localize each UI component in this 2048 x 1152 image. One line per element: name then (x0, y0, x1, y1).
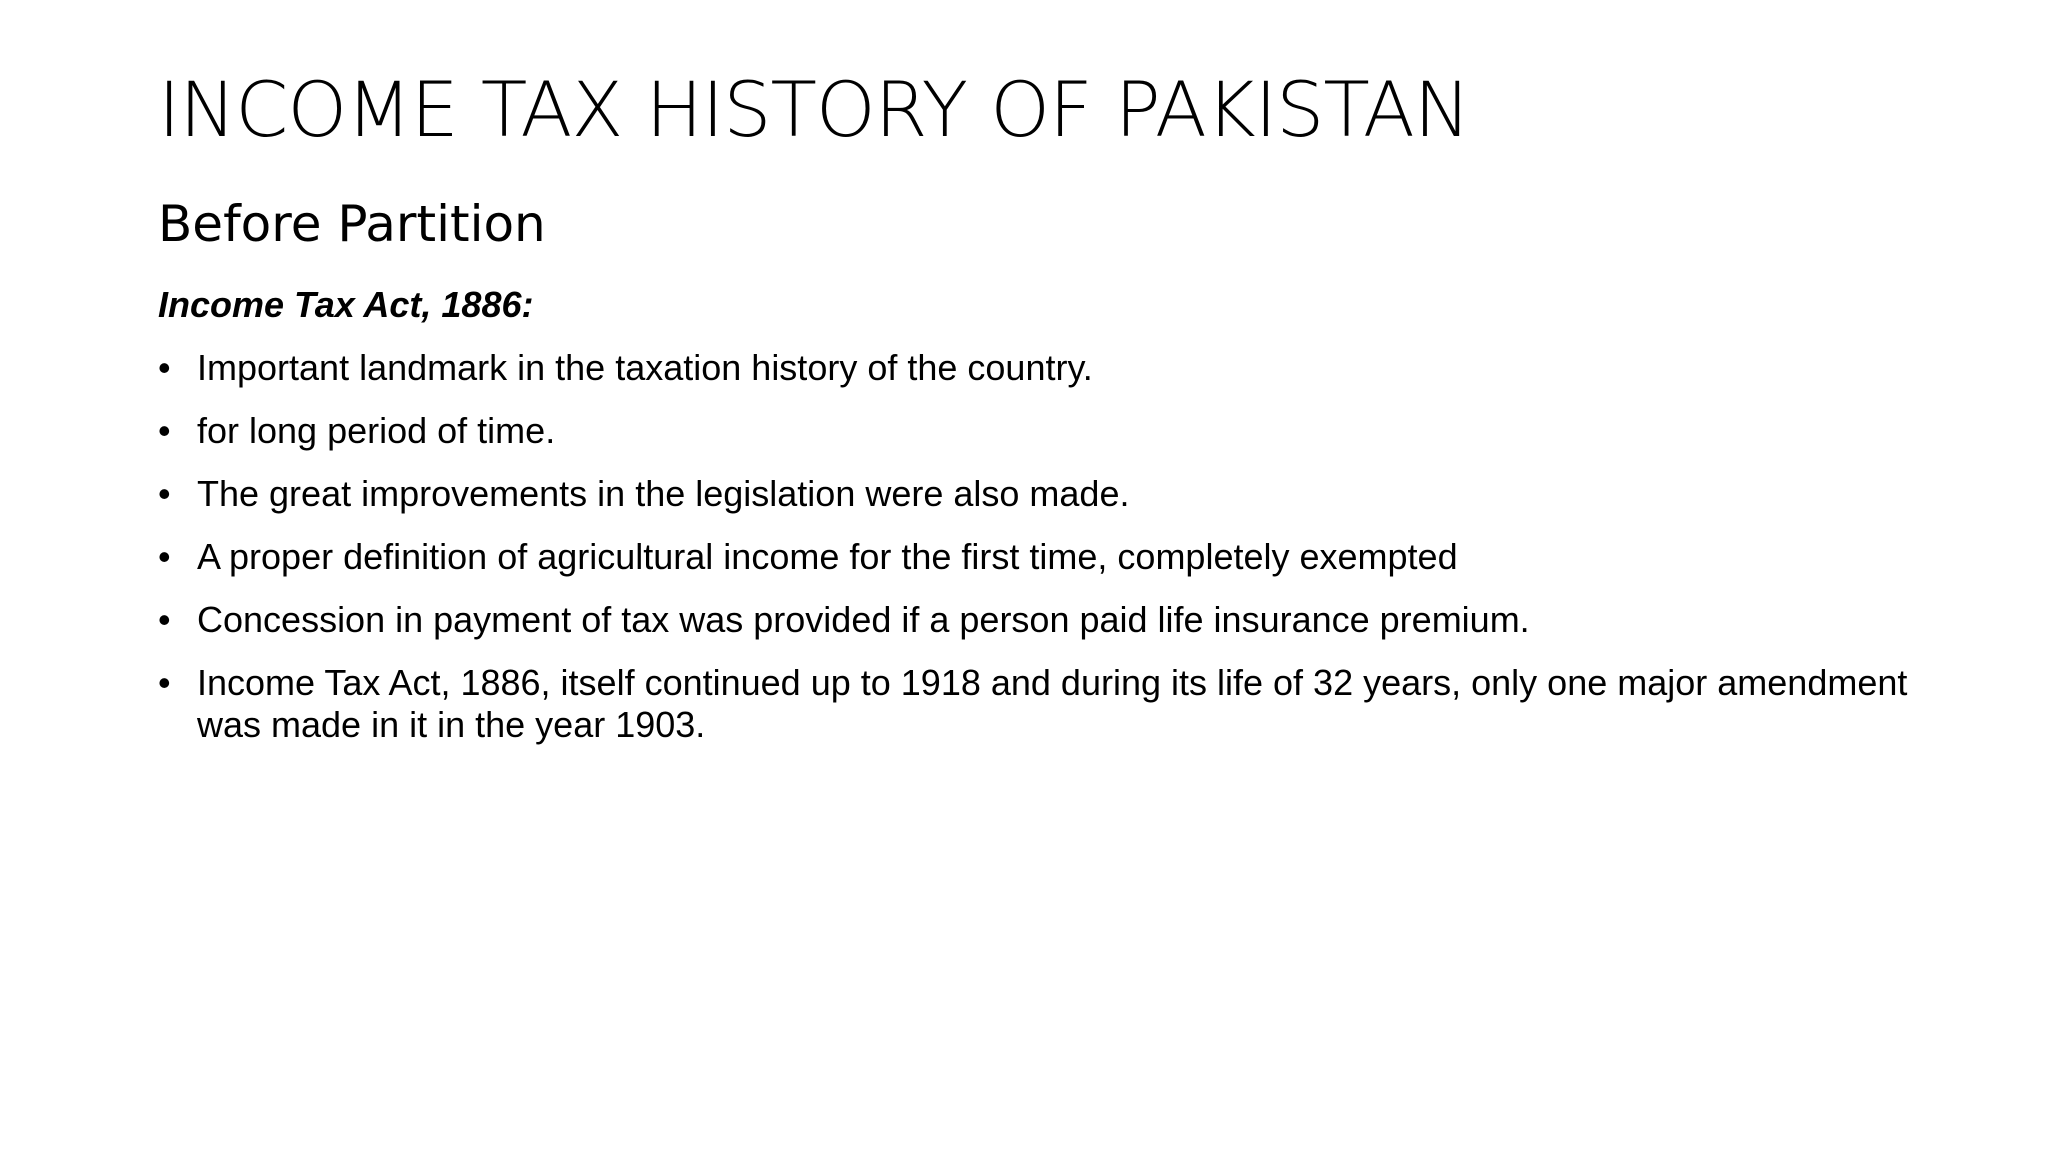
bullet-marker: • (158, 599, 171, 640)
bullet-text: Income Tax Act, 1886, itself continued up to 1918 and during its life of 32 years, only one major amendment was made in it in the year 1903. (197, 662, 1908, 745)
bullet-marker: • (158, 536, 171, 577)
bullet-text: A proper definition of agricultural income for the first time, completely exempted (197, 536, 1458, 577)
bullet-item (158, 410, 1938, 452)
slide-subtitle: Before Partition (158, 195, 546, 253)
bullet-text: Important landmark in the taxation history of the country. (197, 347, 1093, 388)
bullet-item (158, 347, 1938, 389)
bullet-item (158, 536, 1938, 578)
bullet-text: Concession in payment of tax was provided if a person paid life insurance premium. (197, 599, 1530, 640)
bullet-marker: • (158, 662, 171, 703)
section-heading: Income Tax Act, 1886: (158, 284, 534, 325)
bullet-item (158, 599, 1938, 641)
bullet-marker: • (158, 410, 171, 451)
slide-title: INCOME TAX HISTORY OF PAKISTAN (158, 65, 1470, 154)
bullet-text: for long period of time. (197, 410, 556, 451)
bullet-list (158, 347, 1938, 767)
bullet-text: The great improvements in the legislation were also made. (197, 473, 1130, 514)
bullet-item (158, 662, 1938, 746)
bullet-marker: • (158, 473, 171, 514)
bullet-marker: • (158, 347, 171, 388)
bullet-item (158, 473, 1938, 515)
